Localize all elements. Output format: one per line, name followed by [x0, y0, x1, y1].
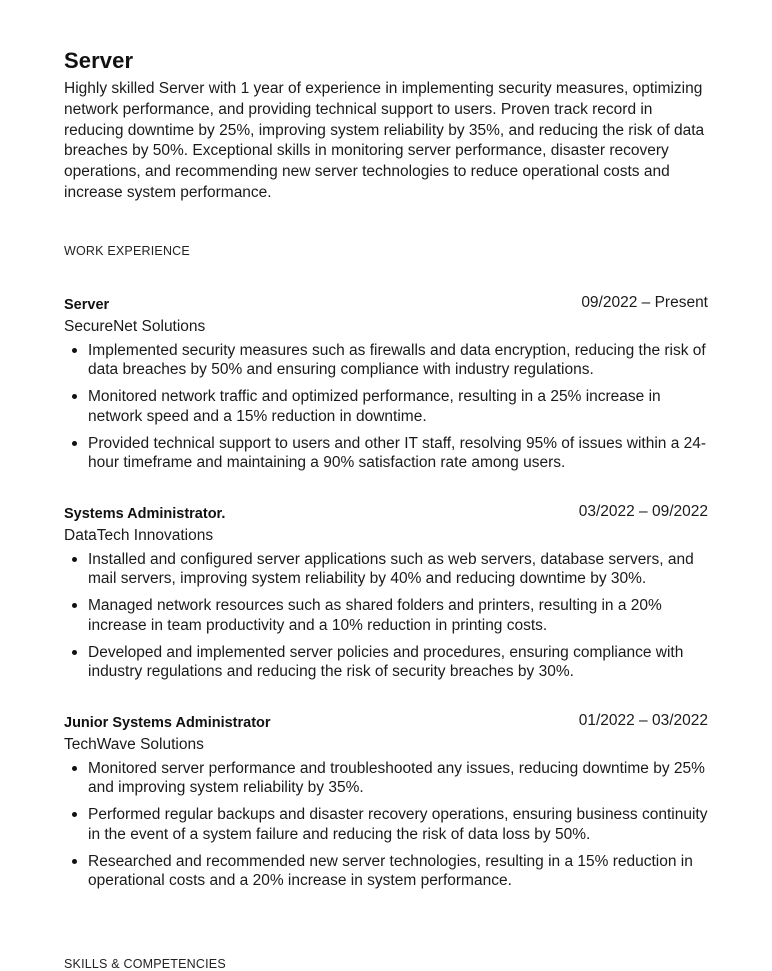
bullet-text: Provided technical support to users and other IT staff, resolving 95% of issues within a 24-hour timeframe and maintaining a 90% satisfaction rate among users.	[88, 434, 707, 472]
bullet-text: Researched and recommended new server technologies, resulting in a 15% reduction in operational costs and a 20% increase in system performance.	[88, 852, 693, 890]
bullet-text: Monitored network traffic and optimized performance, resulting in a 25% increase in network speed and a 15% reduction in downtime.	[88, 388, 661, 425]
job-bullets	[64, 759, 708, 890]
job-bullet	[64, 550, 708, 589]
bullet-dot	[72, 766, 77, 771]
job-bullet	[64, 643, 708, 682]
job-header	[64, 712, 708, 734]
professional-summary: Highly skilled Server with 1 year of experience in implementing security measures, optimizing network performance, and providing technical support to users. Proven track record in reducing downtime by 25%, improving system reliability by 35%, and reducing the risk of data breaches by 50%. Exceptional skills in monitoring server performance, disaster recovery operations, and recommending new server technologies to reduce operational costs and increase system performance.	[64, 80, 705, 201]
job-header	[64, 294, 708, 316]
bullet-text: Monitored server performance and troubleshooted any issues, reducing downtime by 25% and improving system reliability by 35%.	[88, 760, 705, 797]
job-dates: 09/2022 – Present	[581, 294, 708, 311]
bullet-dot	[72, 812, 77, 817]
job-title: Server	[64, 297, 110, 313]
bullet-dot	[72, 394, 77, 399]
job-title: Junior Systems Administrator	[64, 715, 271, 731]
job-company: SecureNet Solutions	[64, 318, 206, 335]
work-experience-heading: WORK EXPERIENCE	[64, 244, 190, 258]
job-bullet	[64, 852, 708, 891]
bullet-text: Performed regular backups and disaster recovery operations, ensuring business continuity in the event of a system failure and reducing the risk of data loss by 50%.	[88, 806, 708, 843]
job-title: Systems Administrator.	[64, 506, 226, 522]
bullet-text: Managed network resources such as shared folders and printers, resulting in a 20% increase in team productivity and a 10% reduction in printing costs.	[88, 597, 662, 634]
bullet-dot	[72, 441, 77, 446]
job-entry	[64, 294, 708, 480]
job-bullet	[64, 341, 708, 380]
resume-name: Server	[64, 48, 134, 73]
job-company: DataTech Innovations	[64, 527, 214, 544]
job-bullet	[64, 387, 708, 426]
bullet-dot	[72, 859, 77, 864]
job-entry	[64, 712, 708, 898]
bullet-dot	[72, 650, 77, 655]
job-company: TechWave Solutions	[64, 736, 204, 753]
job-dates: 03/2022 – 09/2022	[578, 503, 708, 520]
bullet-dot	[72, 348, 77, 353]
job-bullet	[64, 759, 708, 798]
bullet-text: Implemented security measures such as firewalls and data encryption, reducing the risk of data breaches by 50% and ensuring compliance with industry regulations.	[88, 342, 706, 379]
job-bullet	[64, 596, 708, 635]
skills-heading: SKILLS & COMPETENCIES	[64, 957, 226, 971]
job-bullet	[64, 434, 708, 473]
job-bullets	[64, 550, 708, 681]
job-bullets	[64, 341, 708, 472]
job-dates: 01/2022 – 03/2022	[578, 712, 708, 729]
job-header	[64, 503, 708, 525]
job-bullet	[64, 805, 708, 844]
bullet-dot	[72, 603, 77, 608]
bullet-text: Installed and configured server applications such as web servers, database servers, and mail servers, improving system reliability by 40% and reducing downtime by 30%.	[88, 551, 694, 588]
bullet-text: Developed and implemented server policies and procedures, ensuring compliance with industry regulations and reducing the risk of security breaches by 30%.	[88, 643, 684, 681]
bullet-dot	[72, 557, 77, 562]
job-entry	[64, 503, 708, 689]
